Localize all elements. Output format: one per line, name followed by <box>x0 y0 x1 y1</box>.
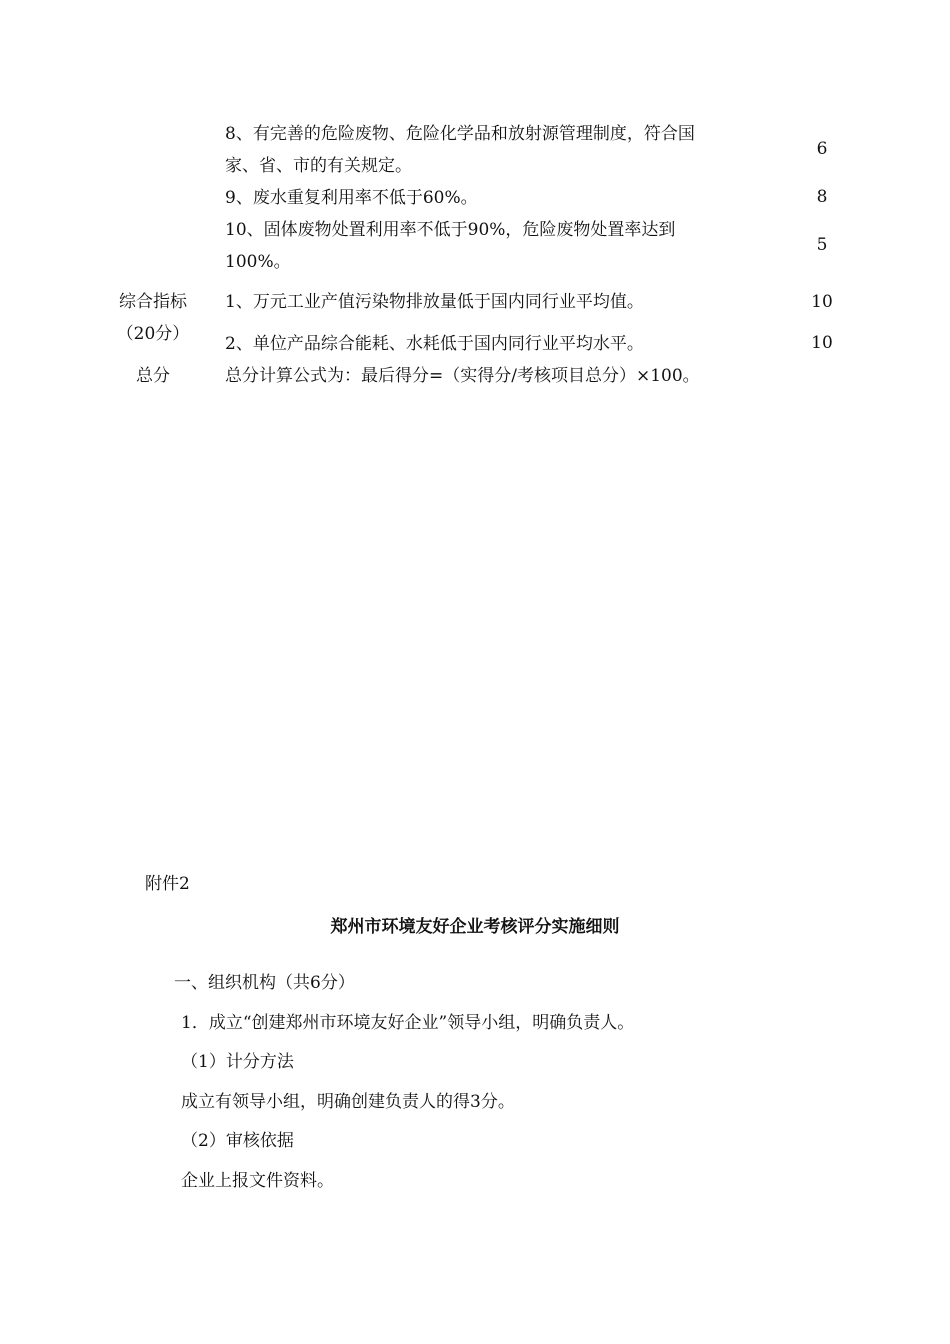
table-row-text: 9、废水重复利用率不低于60%。 <box>225 188 478 208</box>
subheading-review-basis: （2）审核依据 <box>181 1131 294 1151</box>
document-title: 郑州市环境友好企业考核评分实施细则 <box>330 917 620 937</box>
table-row-score: 5 <box>816 235 828 255</box>
category-total: 总分 <box>136 366 170 386</box>
table-row-text: 2、单位产品综合能耗、水耗低于国内同行业平均水平。 <box>225 334 644 354</box>
table-row-score: 8 <box>816 187 828 207</box>
table-row-text: 100%。 <box>225 252 291 272</box>
table-row-score: 10 <box>811 292 833 312</box>
table-row-text: 家、省、市的有关规定。 <box>225 156 412 176</box>
section-heading: 一、组织机构（共6分） <box>174 973 355 993</box>
attachment-label: 附件2 <box>145 874 190 894</box>
category-points: （20分） <box>116 324 190 344</box>
table-row-score: 6 <box>816 139 828 159</box>
paragraph-scoring-method: 成立有领导小组，明确创建负责人的得3分。 <box>181 1092 515 1112</box>
total-formula: 总分计算公式为：最后得分=（实得分/考核项目总分）×100。 <box>225 366 700 386</box>
table-row-text: 8、有完善的危险废物、危险化学品和放射源管理制度，符合国 <box>225 124 695 144</box>
category-name: 综合指标 <box>119 292 187 312</box>
subheading-scoring-method: （1）计分方法 <box>181 1052 294 1072</box>
table-row-score: 10 <box>811 333 833 353</box>
item-heading: 1．成立“创建郑州市环境友好企业”领导小组，明确负责人。 <box>181 1013 635 1033</box>
table-row-text: 10、固体废物处置利用率不低于90%，危险废物处置率达到 <box>225 220 676 240</box>
table-row-text: 1、万元工业产值污染物排放量低于国内同行业平均值。 <box>225 292 644 312</box>
paragraph-review-basis: 企业上报文件资料。 <box>181 1171 334 1191</box>
